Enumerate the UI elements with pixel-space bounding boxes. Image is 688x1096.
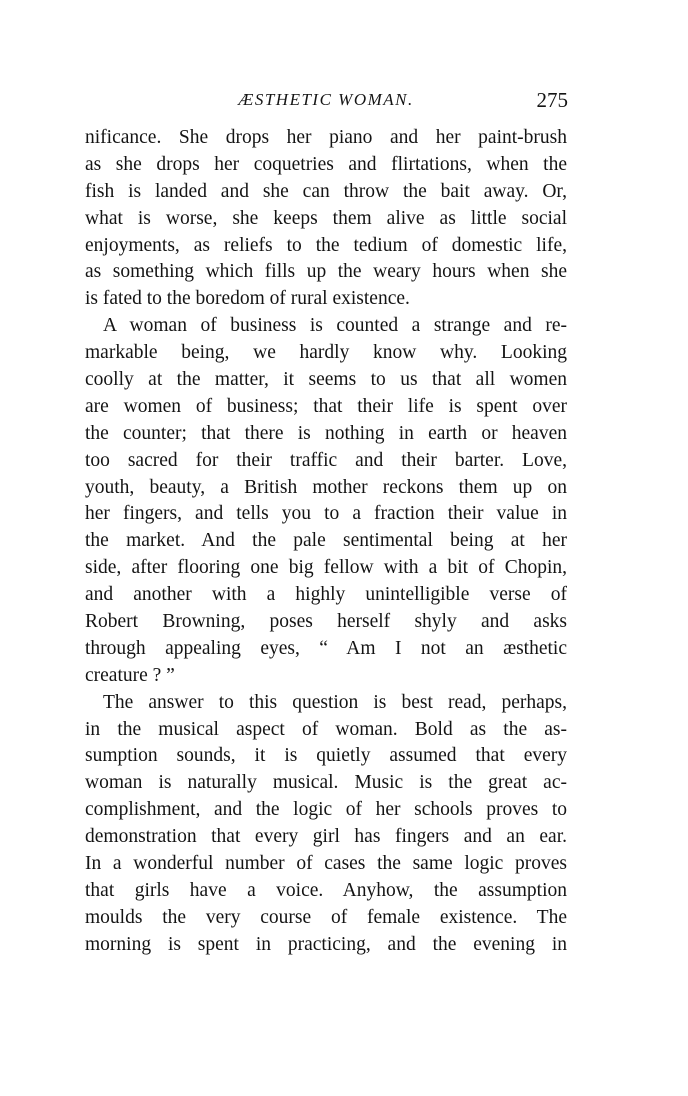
text-line: are women of business; that their life is spent over [85, 395, 567, 417]
text-line: demonstration that every girl has fingers and an ear. [85, 826, 567, 848]
text-line: too sacred for their traffic and their barter. Love, [85, 449, 567, 471]
paragraph-start-line: The answer to this question is best read, perhaps, [103, 691, 567, 713]
text-line: the counter; that there is nothing in earth or heaven [85, 422, 567, 444]
text-line: the market. And the pale sentimental being at her [85, 530, 567, 552]
text-line: and another with a highly unintelligible verse of [85, 584, 567, 606]
running-title: ÆSTHETIC WOMAN. [238, 90, 414, 109]
paragraph-start-line: A woman of business is counted a strange and re- [103, 315, 567, 337]
text-line: sumption sounds, it is quietly assumed that every [85, 745, 567, 767]
text-line: side, after flooring one big fellow with a bit of Chopin, [85, 557, 567, 579]
page-header [84, 86, 568, 114]
body-text [85, 125, 567, 959]
text-line: markable being, we hardly know why. Looking [85, 342, 567, 364]
text-line: what is worse, she keeps them alive as little social [85, 207, 567, 229]
page-number: 275 [536, 88, 568, 112]
text-line: her fingers, and tells you to a fraction their value in [85, 503, 567, 525]
text-line: youth, beauty, a British mother reckons them up on [85, 476, 567, 498]
text-line: morning is spent in practicing, and the evening in [85, 933, 567, 955]
text-line: creature ? ” [85, 664, 175, 686]
text-line: enjoyments, as reliefs to the tedium of domestic life, [85, 234, 567, 256]
text-line: nificance. She drops her piano and her paint-brush [85, 127, 567, 148]
text-line: through appealing eyes, “ Am I not an æsthetic [85, 637, 567, 659]
text-line: as something which fills up the weary hours when she [85, 261, 567, 283]
text-line: Robert Browning, poses herself shyly and asks [85, 611, 567, 633]
text-line: coolly at the matter, it seems to us that all women [85, 369, 567, 391]
text-line: woman is naturally musical. Music is the great ac- [85, 772, 567, 794]
text-line: moulds the very course of female existence. The [85, 906, 567, 928]
text-line: In a wonderful number of cases the same logic proves [85, 853, 567, 875]
text-line: as she drops her coquetries and flirtations, when the [85, 153, 567, 175]
text-line: that girls have a voice. Anyhow, the assumption [85, 879, 567, 901]
text-line: is fated to the boredom of rural existence. [85, 288, 410, 310]
text-line: fish is landed and she can throw the bait away. Or, [85, 180, 567, 202]
text-line: complishment, and the logic of her schools proves to [85, 799, 567, 821]
text-line: in the musical aspect of woman. Bold as the as- [85, 718, 567, 740]
